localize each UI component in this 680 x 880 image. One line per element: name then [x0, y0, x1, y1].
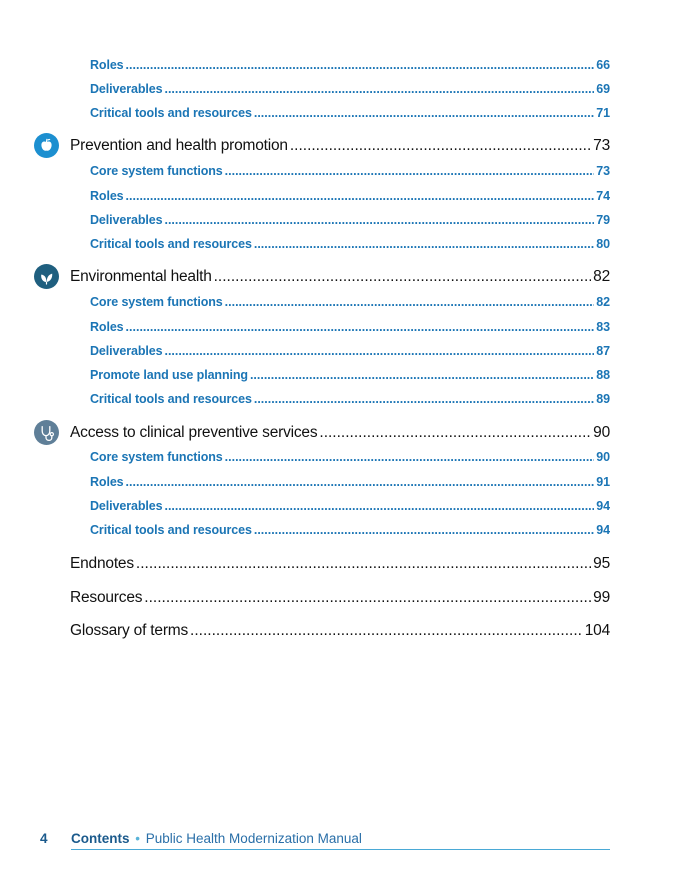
- toc-section-title: Endnotes: [70, 555, 134, 572]
- toc-section-entry[interactable]: [70, 589, 610, 607]
- footer-separator: •: [135, 831, 140, 846]
- toc-subentry[interactable]: [90, 450, 610, 464]
- dot-leader: [225, 450, 595, 464]
- dot-leader: [190, 622, 583, 640]
- toc-section-title: Environmental health: [70, 268, 212, 285]
- running-footer: [71, 831, 362, 846]
- dot-leader: [136, 555, 591, 573]
- toc-entry-label: Deliverables: [90, 344, 163, 358]
- toc-section-title: Access to clinical preventive services: [70, 424, 318, 441]
- toc-section-entry[interactable]: [70, 268, 610, 286]
- toc-entry-label: Critical tools and resources: [90, 237, 252, 251]
- dot-leader: [254, 392, 594, 406]
- toc-subentry[interactable]: [90, 344, 610, 358]
- toc-page-number: 79: [596, 213, 610, 227]
- toc-page-number: 88: [596, 368, 610, 382]
- dot-leader: [126, 320, 595, 334]
- toc-page-number: 87: [596, 344, 610, 358]
- dot-leader: [254, 106, 594, 120]
- toc-section-entry[interactable]: [70, 137, 610, 155]
- dot-leader: [126, 475, 595, 489]
- toc-section-entry[interactable]: [70, 555, 610, 573]
- toc-section-title: Resources: [70, 589, 143, 606]
- toc-entry-label: Promote land use planning: [90, 368, 248, 382]
- footer-divider: [71, 849, 610, 850]
- dot-leader: [290, 137, 591, 155]
- toc-subentry[interactable]: [90, 82, 610, 96]
- toc-subentry[interactable]: [90, 392, 610, 406]
- footer-section: Contents: [71, 831, 130, 846]
- toc-subentry[interactable]: [90, 189, 610, 203]
- toc-page-number: 69: [596, 82, 610, 96]
- stethoscope-icon: [34, 420, 59, 445]
- dot-leader: [225, 295, 595, 309]
- toc-entry-label: Roles: [90, 475, 124, 489]
- dot-leader: [164, 344, 594, 358]
- toc-page-number: 90: [596, 450, 610, 464]
- toc-subentry[interactable]: [90, 499, 610, 513]
- toc-page-number: 99: [593, 589, 610, 606]
- toc-subentry[interactable]: [90, 237, 610, 251]
- toc-page-number: 95: [593, 555, 610, 572]
- dot-leader: [254, 523, 594, 537]
- toc-entry-label: Core system functions: [90, 164, 223, 178]
- toc-page-number: 73: [596, 164, 610, 178]
- apple-icon: [34, 133, 59, 158]
- toc-entry-label: Roles: [90, 58, 124, 72]
- dot-leader: [164, 82, 594, 96]
- toc-section-title: Prevention and health promotion: [70, 137, 288, 154]
- footer-document-title: Public Health Modernization Manual: [145, 831, 362, 846]
- toc-entry-label: Roles: [90, 189, 124, 203]
- toc-subentry[interactable]: [90, 58, 610, 72]
- toc-subentry[interactable]: [90, 164, 610, 178]
- toc-subentry[interactable]: [90, 106, 610, 120]
- toc-section-title: Glossary of terms: [70, 622, 189, 639]
- toc-entry-label: Roles: [90, 320, 124, 334]
- toc-page-number: 94: [596, 499, 610, 513]
- toc-subentry[interactable]: [90, 523, 610, 537]
- toc-page-number: 94: [596, 523, 610, 537]
- toc-page-number: 83: [596, 320, 610, 334]
- toc-section-entry[interactable]: [70, 424, 610, 442]
- toc-page-number: 104: [584, 622, 610, 639]
- toc-page-number: 91: [596, 475, 610, 489]
- leaves-icon: [34, 264, 59, 289]
- toc-page-number: 73: [593, 137, 610, 154]
- toc-entry-label: Deliverables: [90, 82, 163, 96]
- dot-leader: [164, 213, 594, 227]
- toc-page-number: 71: [596, 106, 610, 120]
- toc-page-number: 74: [596, 189, 610, 203]
- toc-entry-label: Deliverables: [90, 213, 163, 227]
- dot-leader: [126, 189, 595, 203]
- toc-entry-label: Critical tools and resources: [90, 106, 252, 120]
- toc-entry-label: Deliverables: [90, 499, 163, 513]
- toc-entry-label: Core system functions: [90, 295, 223, 309]
- toc-section-entry[interactable]: [70, 622, 610, 640]
- dot-leader: [250, 368, 594, 382]
- dot-leader: [254, 237, 594, 251]
- toc-page-number: 80: [596, 237, 610, 251]
- toc-page-number: 66: [596, 58, 610, 72]
- dot-leader: [164, 499, 594, 513]
- toc-page-number: 82: [593, 268, 610, 285]
- toc-entry-label: Core system functions: [90, 450, 223, 464]
- toc-page-number: 89: [596, 392, 610, 406]
- toc-page-number: 90: [593, 424, 610, 441]
- toc-subentry[interactable]: [90, 295, 610, 309]
- page-number: 4: [40, 831, 48, 846]
- toc-subentry[interactable]: [90, 475, 610, 489]
- toc-subentry[interactable]: [90, 368, 610, 382]
- toc-page-number: 82: [596, 295, 610, 309]
- dot-leader: [319, 424, 591, 442]
- dot-leader: [214, 268, 592, 286]
- toc-subentry[interactable]: [90, 320, 610, 334]
- toc-entry-label: Critical tools and resources: [90, 523, 252, 537]
- toc-subentry[interactable]: [90, 213, 610, 227]
- dot-leader: [225, 164, 595, 178]
- dot-leader: [126, 58, 595, 72]
- toc-entry-label: Critical tools and resources: [90, 392, 252, 406]
- dot-leader: [144, 589, 591, 607]
